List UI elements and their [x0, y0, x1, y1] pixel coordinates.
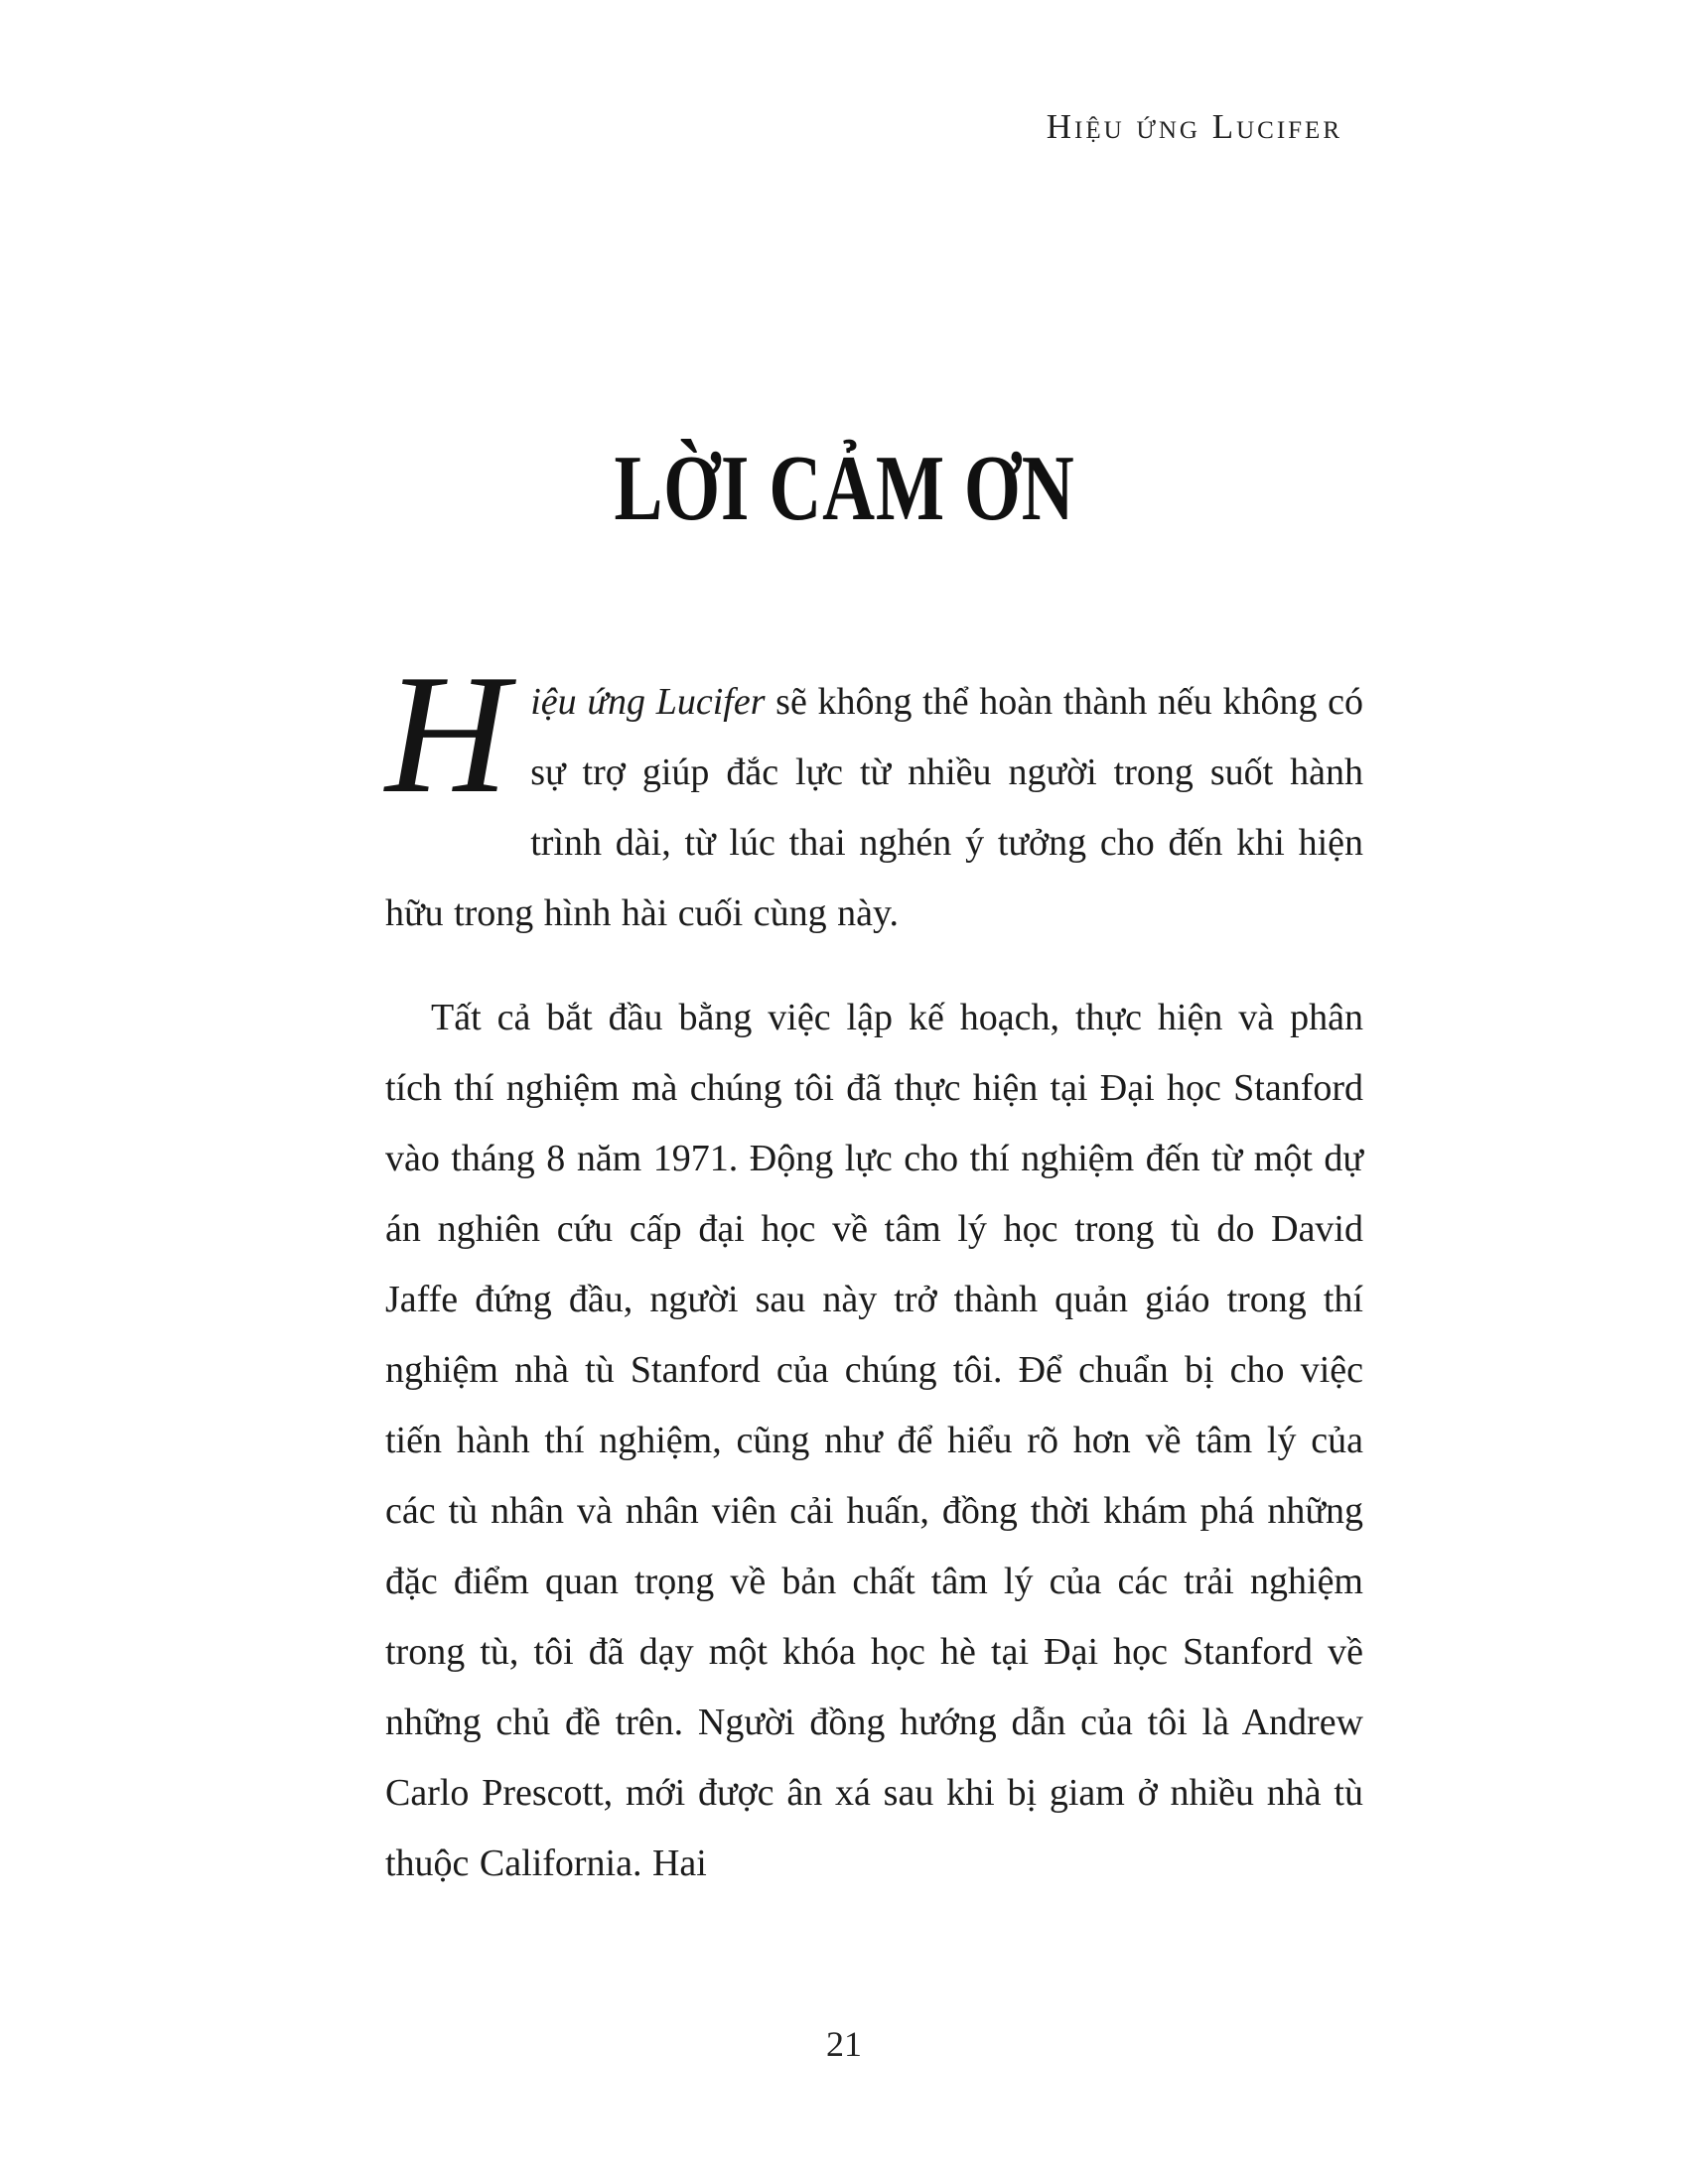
chapter-title-wrap [0, 435, 1688, 542]
paragraph-1-text: sẽ không thể hoàn thành nếu không có sự trợ giúp đắc lực từ nhiều người trong suốt hành trình dài, từ lúc thai nghén ý tưởng cho đến khi hiện hữu trong hình hài cuối cùng này. [385, 681, 1364, 934]
page-number: 21 [826, 2024, 862, 2064]
drop-cap: H [385, 640, 509, 829]
running-header: Hiệu ứng Lucifer [1046, 107, 1342, 146]
book-title-italic: iệu ứng Lucifer [530, 681, 766, 723]
paragraph-2: Tất cả bắt đầu bằng việc lập kế hoạch, thực hiện và phân tích thí nghiệm mà chúng tôi đã thực hiện tại Đại học Stanford vào tháng 8 năm 1971. Động lực cho thí nghiệm đến từ một dự án nghiên cứu cấp đại học về tâm lý học trong tù do David Jaffe đứng đầu, người sau này trở thành quản giáo trong thí nghiệm nhà tù Stanford của chúng tôi. Để chuẩn bị cho việc tiến hành thí nghiệm, cũng như để hiểu rõ hơn về tâm lý của các tù nhân và nhân viên cải huấn, đồng thời khám phá những đặc điểm quan trọng về bản chất tâm lý của các trải nghiệm trong tù, tôi đã dạy một khóa học hè tại Đại học Stanford về những chủ đề trên. Người đồng hướng dẫn của tôi là Andrew Carlo Prescott, mới được ân xá sau khi bị giam ở nhiều nhà tù thuộc California. Hai [385, 997, 1363, 1884]
chapter-title: LỜI CẢM ƠN [613, 437, 1074, 540]
body-text [385, 640, 1364, 1899]
paragraph-1 [385, 640, 1364, 949]
